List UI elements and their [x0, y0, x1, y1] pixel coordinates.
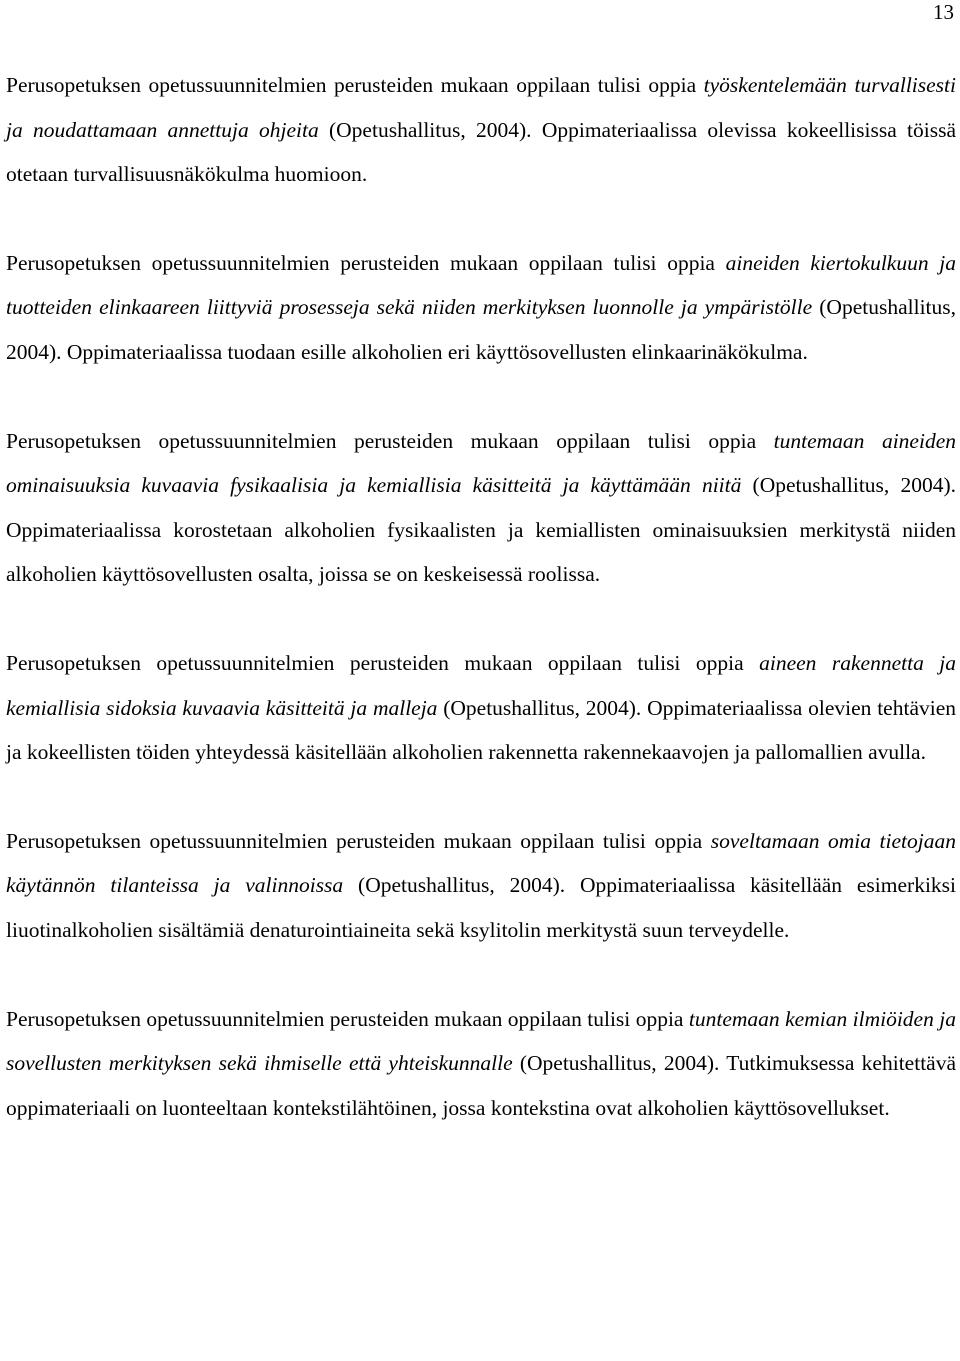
paragraph-text: (Opetushallitus, 2004). Tutkimuksessa kehitettävä oppimateriaali on luonteeltaan kontekstilähtöinen, jossa kontekstina ovat alkoholien käyttösovellukset.	[6, 1051, 956, 1120]
paragraph-text: (Opetushallitus, 2004). Oppimateriaalissa olevien tehtävien ja kokeellisten töiden yhteydessä käsitellään alkoholien rakennetta rakennekaavojen ja pallomallien avulla.	[6, 695, 957, 765]
paragraph-emphasis: soveltamaan omia tietojaan käytännön tilanteissa ja valinnoissa	[6, 828, 956, 898]
paragraph-text: Perusopetuksen opetussuunnitelmien perusteiden mukaan oppilaan tulisi oppia	[6, 73, 704, 97]
paragraph-text: (Opetushallitus, 2004). Oppimateriaalissa käsitellään esimerkiksi liuotinalkoholien sisältämiä denaturointiaineita sekä ksylitolin merkitystä suun terveydelle.	[6, 873, 957, 942]
paragraph-text: Perusopetuksen opetussuunnitelmien perusteiden mukaan oppilaan tulisi oppia	[6, 828, 711, 853]
document-body	[6, 63, 956, 1130]
paragraph-text: (Opetushallitus, 2004). Oppimateriaalissa olevissa kokeellisissa töissä otetaan turvallisuusnäkökulma huomioon.	[6, 117, 957, 187]
paragraph-emphasis: aineen rakennetta ja kemiallisia sidoksia kuvaavia käsitteitä ja malleja	[6, 650, 957, 720]
paragraph-text: Perusopetuksen opetussuunnitelmien perusteiden mukaan oppilaan tulisi oppia	[6, 428, 774, 453]
paragraph-emphasis: työskentelemään turvallisesti ja noudattamaan annettuja ohjeita	[6, 73, 956, 142]
paragraph-text: (Opetushallitus, 2004). Oppimateriaalissa korostetaan alkoholien fysikaalisten ja kemiallisten ominaisuuksien merkitystä niiden alkoholien käyttösovellusten osalta, joissa se on keskeisessä roolissa.	[6, 473, 956, 587]
page-number: 13	[933, 0, 954, 24]
paragraph-text: Perusopetuksen opetussuunnitelmien perusteiden mukaan oppilaan tulisi oppia	[6, 1006, 689, 1031]
paragraph	[6, 819, 956, 953]
paragraph-text: (Opetushallitus, 2004). Oppimateriaalissa tuodaan esille alkoholien eri käyttösovellusten elinkaarinäkökulma.	[6, 295, 957, 364]
paragraph	[6, 241, 956, 375]
paragraph-emphasis: tuntemaan aineiden ominaisuuksia kuvaavia fysikaalisia ja kemiallisia käsitteitä ja käyttämään niitä	[6, 428, 956, 498]
paragraph-emphasis: aineiden kiertokulkuun ja tuotteiden elinkaareen liittyviä prosesseja sekä niiden merkityksen luonnolle ja ympäristölle	[6, 250, 957, 320]
paragraph	[6, 641, 956, 775]
paragraph-text: Perusopetuksen opetussuunnitelmien perusteiden mukaan oppilaan tulisi oppia	[6, 250, 726, 275]
paragraph	[6, 997, 956, 1131]
paragraph	[6, 419, 956, 597]
paragraph-text: Perusopetuksen opetussuunnitelmien perusteiden mukaan oppilaan tulisi oppia	[6, 650, 760, 675]
paragraph	[6, 63, 956, 197]
paragraph-emphasis: tuntemaan kemian ilmiöiden ja sovellusten merkityksen sekä ihmiselle että yhteiskunnalle	[6, 1006, 956, 1076]
